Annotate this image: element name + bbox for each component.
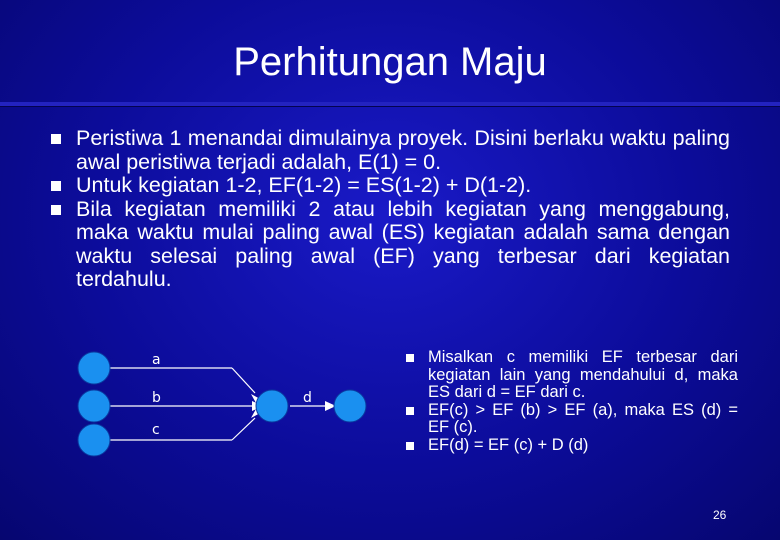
event-node-a — [78, 352, 110, 384]
side-bullet-text: EF(d) = EF (c) + D (d) — [428, 435, 589, 454]
square-bullet-icon — [406, 407, 414, 415]
activity-label-d: d — [303, 390, 312, 406]
main-bullet-list — [50, 127, 730, 292]
slide-title: Perhitungan Maju — [233, 40, 547, 84]
title-divider — [0, 102, 780, 107]
square-bullet-icon — [406, 354, 414, 362]
square-bullet-icon — [51, 134, 61, 144]
side-bullet-item — [406, 402, 738, 437]
activity-c-connector — [232, 418, 255, 440]
activity-label-a: a — [152, 352, 161, 368]
event-node-end — [334, 390, 366, 422]
event-node-c — [78, 424, 110, 456]
bullet-item — [50, 198, 730, 292]
bullet-item — [50, 174, 730, 198]
side-bullet-list — [406, 349, 738, 454]
bullet-text: Bila kegiatan memiliki 2 atau lebih kegiatan yang menggabung, maka waktu mulai paling awal (ES) kegiatan adalah sama dengan waktu selesai paling awal (EF) yang terbesar dari kegiatan terdahulu. — [76, 196, 730, 291]
side-bullet-text: Misalkan c memiliki EF terbesar dari kegiatan lain yang mendahului d, maka ES dari d = EF dari c. — [428, 348, 738, 401]
activity-label-c: c — [152, 422, 160, 438]
bullet-text: Untuk kegiatan 1-2, EF(1-2) = ES(1-2) + D(1-2). — [76, 173, 532, 197]
square-bullet-icon — [51, 205, 61, 215]
side-bullet-text: EF(c) > EF (b) > EF (a), maka ES (d) = EF (c). — [428, 400, 738, 436]
bullet-text: Peristiwa 1 menandai dimulainya proyek. Disini berlaku waktu paling awal peristiwa terjadi adalah, E(1) = 0. — [76, 126, 730, 174]
square-bullet-icon — [51, 181, 61, 191]
bullet-item — [50, 127, 730, 174]
activity-a-connector — [232, 368, 255, 393]
page-number: 26 — [713, 508, 727, 522]
side-bullet-item — [406, 437, 738, 455]
activity-label-b: b — [152, 390, 161, 406]
event-node-merge — [256, 390, 288, 422]
square-bullet-icon — [406, 442, 414, 450]
side-bullet-item — [406, 349, 738, 402]
network-diagram — [0, 330, 400, 460]
event-node-b — [78, 390, 110, 422]
